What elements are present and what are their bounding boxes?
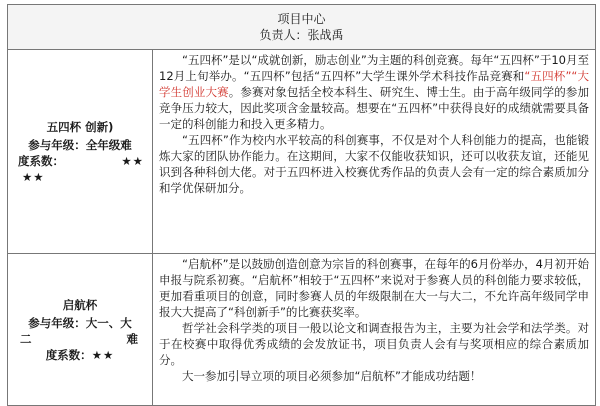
description-cell [153, 254, 596, 406]
text-segment: “五四杯”是以“成就创新，励志创业”为主题的科创竞赛。每年“五四杯”于10月至12月上旬举办。“五四杯”包括“五四杯”大学生课外学术科技作品竞赛和 [159, 53, 590, 83]
paragraph: “启航杯”是以鼓励创造创意为宗旨的科创赛事，在每年的6月份举办，4月初开始申报与院系初赛。“启航杯”相较于“五四杯”来说对于参赛人员的科创能力要求较低，更加看重项目的创意，同时参赛人员的年级限制在大一与大二，不允许高年级同学申报大大提高了“科创新手”的比赛获奖率。 [159, 257, 590, 319]
paragraph: 大一参加引导立项的项目必须参加“启航杯”才能成功结题！ [182, 369, 482, 383]
header-cell [8, 5, 596, 50]
table-title: 项目中心 [277, 12, 326, 26]
paragraph: “五四杯”作为校内水平较高的科创赛事，不仅是对个人科创能力的提高，也能锻炼大家的团队协作能力。在这期间，大家不仅能收获知识，还可以收获友谊，还能见识到各种科创大佬。对于五四杯进入校赛优秀作品的负责人会有一定的综合素质加分和学优保研加分。 [159, 133, 590, 195]
difficulty-line [8, 347, 152, 363]
grade-label-cont: 二 [20, 331, 32, 346]
difficulty-label-part: 难 [126, 331, 138, 346]
description-cell [153, 50, 596, 254]
paragraph: 哲学社会科学类的项目一般以论文和调查报告为主，主要为社会学和法学类。对于在校赛中取得优秀成绩的会发放证书，项目负责人会有与奖项相应的综合素质加分。 [159, 321, 590, 367]
grade-line-2 [8, 331, 152, 347]
competition-name: 五四杯 创新) [46, 119, 114, 134]
competition-info-cell [8, 254, 153, 406]
difficulty-stars: ★★ [121, 153, 144, 168]
difficulty-label: 度系数： [45, 347, 92, 362]
grade-label: 参与年级：大一、大 [28, 315, 132, 330]
owner-label: 负责人：张战禹 [259, 28, 344, 42]
star-icons: ★★ [22, 169, 45, 184]
grade-label: 参与年级：全年级难 [28, 137, 132, 152]
difficulty-stars-extra [8, 169, 152, 185]
difficulty-stars: ★★ [91, 347, 115, 362]
table-row-qihangbei [8, 254, 596, 406]
header-row [8, 5, 596, 50]
highlighted-text: “五四杯”“大学生创业大赛 [159, 69, 590, 99]
competition-info-cell [8, 50, 153, 254]
difficulty-line [8, 153, 152, 169]
table-row-wusibei [8, 50, 596, 254]
difficulty-label: 度系数： [18, 153, 64, 168]
text-segment: 。参赛对象包括全校本科生、研究生、博士生。由于高年级同学的参加竞争压力较大，因此奖项含金量较高。想要在“五四杯”中获得良好的成绩就需要具备一定的科创能力和投入更多精力。 [159, 85, 590, 131]
paragraph [159, 52, 589, 132]
competition-name: 启航杯 [62, 297, 98, 312]
project-table [7, 4, 596, 406]
